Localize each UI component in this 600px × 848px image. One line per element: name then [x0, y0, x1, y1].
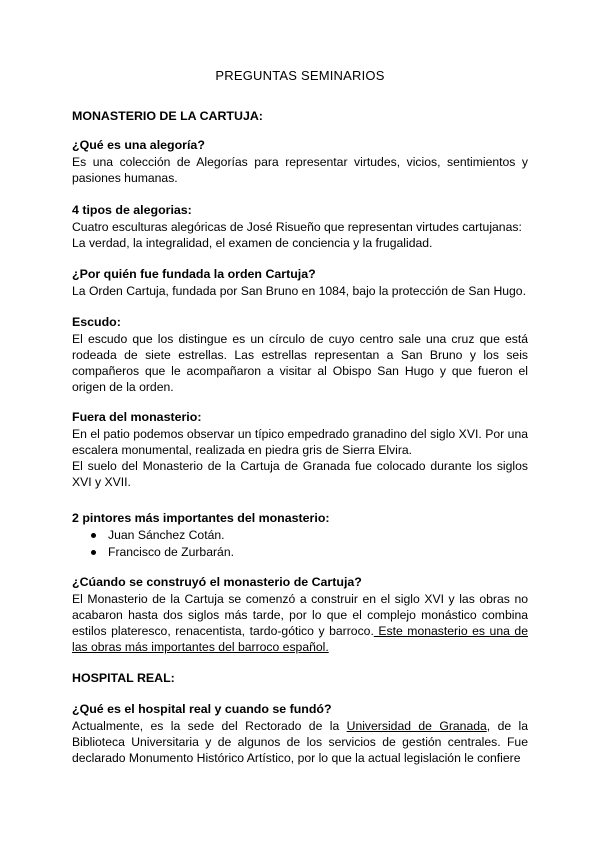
question-construccion: ¿Cúando se construyó el monasterio de Cartuja?	[72, 575, 362, 589]
document-title: PREGUNTAS SEMINARIOS	[215, 68, 385, 83]
answer-escudo: El escudo que los distingue es un círculo de cuyo centro sale una cruz que está rodeada de siete estrellas. Las estrellas representan a San Bruno y los seis compañeros que le acompañaron a visitar al Obispo San Hugo y que fueron el origen de la orden.	[72, 332, 528, 395]
pintores-list	[72, 527, 234, 561]
list-item: Juan Sánchez Cotán.	[72, 527, 234, 544]
question-hospital-real: ¿Qué es el hospital real y cuando se fundó?	[72, 702, 332, 716]
section-heading-hospital: HOSPITAL REAL:	[72, 671, 175, 685]
list-item: Francisco de Zurbarán.	[72, 544, 234, 561]
question-alegoria: ¿Qué es una alegoría?	[72, 138, 205, 152]
section-heading-cartuja: MONASTERIO DE LA CARTUJA:	[72, 109, 263, 123]
bullet-icon	[91, 550, 96, 555]
answer-fuera-monasterio-2: El suelo del Monasterio de la Cartuja de Granada fue colocado durante los siglos XVI y XVII.	[72, 459, 528, 490]
answer-tipos-alegorias-line1: Cuatro esculturas alegóricas de José Risueño que representan virtudes cartujanas:	[72, 220, 522, 234]
underlined-highlight: Este monasterio es una de las obras más importantes del barroco español.	[72, 624, 528, 655]
answer-hospital-real: Actualmente, es la sede del Rectorado de la Universidad de Granada, de la Biblioteca Universitaria y de algunos de los servicios de gestión centrales. Fue declarado Monumento Histórico Artístico, por lo que la actual legislación le confiere	[72, 719, 529, 766]
answer-fundacion-cartuja: La Orden Cartuja, fundada por San Bruno en 1084, bajo la protección de San Hugo.	[72, 284, 526, 298]
question-tipos-alegorias: 4 tipos de alegorias:	[72, 203, 192, 217]
answer-alegoria: Es una colección de Alegorías para representar virtudes, vicios, sentimientos y pasiones humanas.	[72, 155, 528, 186]
question-fundacion-cartuja: ¿Por quién fue fundada la orden Cartuja?	[72, 267, 316, 281]
universidad-link[interactable]: Universidad de Granada	[346, 719, 487, 733]
question-fuera-monasterio: Fuera del monasterio:	[72, 410, 202, 424]
question-escudo: Escudo:	[72, 315, 121, 329]
answer-fuera-monasterio-1: En el patio podemos observar un típico empedrado granadino del siglo XVI. Por una escalera monumental, realizada en piedra gris de Sierra Elvira.	[72, 427, 528, 458]
bullet-icon	[91, 533, 96, 538]
question-pintores: 2 pintores más importantes del monasterio:	[72, 511, 330, 525]
answer-construccion: El Monasterio de la Cartuja se comenzó a construir en el siglo XVI y las obras no acabaron hasta dos siglos más tarde, por lo que el complejo monástico combina estilos plateresco, renacentista, tardo-gótico y barroco. Este monasterio es una de las obras más importantes del barroco español.	[72, 592, 528, 655]
answer-tipos-alegorias-line2: La verdad, la integralidad, el examen de conciencia y la frugalidad.	[72, 236, 433, 250]
